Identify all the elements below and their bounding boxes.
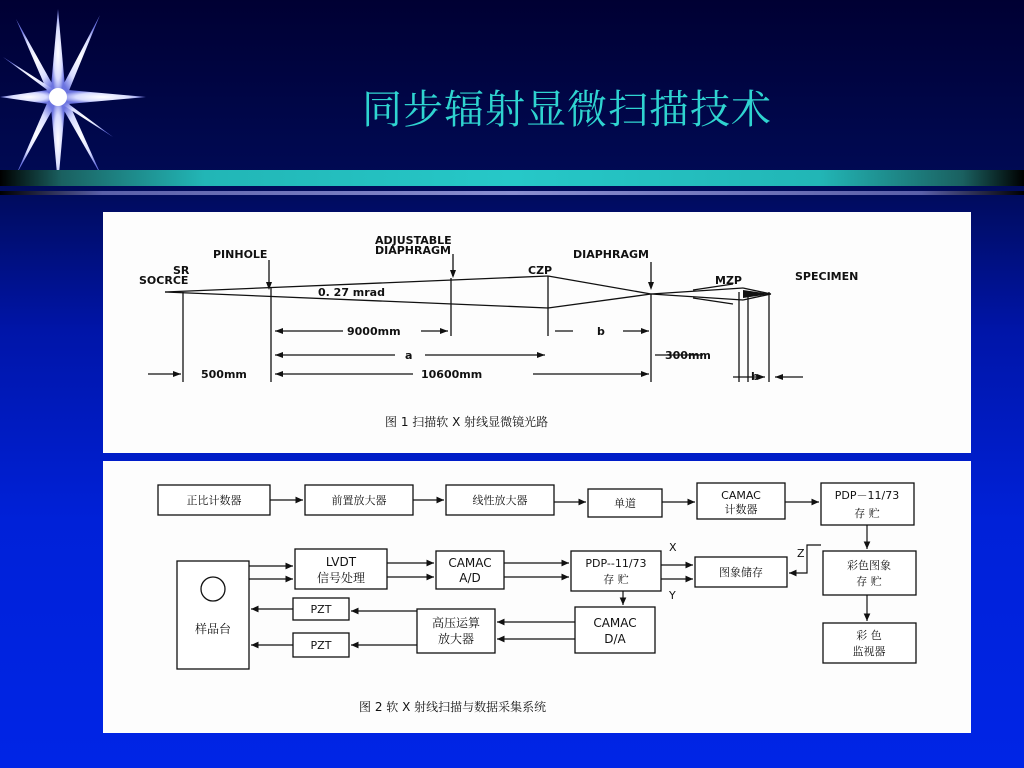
- label-monitor-1: 彩 色: [856, 629, 882, 642]
- label-adjustable: ADJUSTABLE: [375, 234, 452, 247]
- stage-sample-icon: [201, 577, 225, 601]
- dim-300mm: 300mm: [665, 349, 711, 362]
- box-color-store: [823, 551, 916, 595]
- label-pdp-top-1: PDP－11/73: [834, 489, 900, 502]
- dim-b-2: b: [751, 370, 759, 383]
- label-pinhole: PINHOLE: [213, 248, 268, 261]
- dim-10600mm: 10600mm: [421, 368, 483, 381]
- label-preamp: 前置放大器: [331, 494, 387, 507]
- figure-2-block-diagram: [103, 461, 971, 733]
- label-pzt-1: PZT: [310, 603, 332, 616]
- label-diaphragm: DIAPHRAGM: [573, 248, 649, 261]
- label-pdp-mid-2: 存 贮: [603, 573, 629, 586]
- signal-y-label: Y: [669, 589, 676, 602]
- label-sca: 单道: [614, 497, 636, 510]
- label-camac-da-2: D/A: [604, 632, 626, 646]
- label-specimen: SPECIMEN: [795, 270, 859, 283]
- label-adjustable-diaphragm: DIAPHRAGM: [375, 244, 451, 257]
- figure-1-svg: [103, 212, 971, 453]
- label-angle: 0. 27 mrad: [318, 286, 385, 299]
- figure-1-caption: 图 1 扫描软 X 射线显微镜光路: [385, 415, 549, 429]
- label-counter: 正比计数器: [186, 494, 242, 507]
- label-color-store-1: 彩色图象: [847, 559, 891, 572]
- figure-2-svg: [103, 461, 971, 733]
- figure-2-caption: 图 2 软 X 射线扫描与数据采集系统: [359, 700, 547, 714]
- label-linear-amp: 线性放大器: [472, 494, 528, 507]
- signal-x-label: X: [669, 541, 677, 554]
- label-sr: SR: [173, 264, 190, 277]
- label-lvdt-2: 信号处理: [316, 571, 366, 585]
- label-stage: 样品台: [194, 622, 232, 636]
- signal-z-label: Z: [797, 547, 805, 560]
- label-mzp: MZP: [715, 274, 742, 287]
- label-hv-amp-2: 放大器: [437, 632, 475, 646]
- slide-title: 同步辐射显微扫描技术: [362, 87, 772, 133]
- label-camac-ad-2: A/D: [459, 571, 481, 585]
- label-hv-amp-1: 高压运算: [431, 616, 481, 630]
- box-camac-da: [575, 607, 655, 653]
- label-pdp-top-2: 存 贮: [854, 507, 880, 520]
- label-czp: CZP: [528, 264, 553, 277]
- label-pzt-2: PZT: [310, 639, 332, 652]
- label-image-store: 图象储存: [719, 566, 763, 579]
- label-lvdt-1: LVDT: [325, 555, 357, 569]
- label-pdp-mid-1: PDP--11/73: [585, 557, 647, 570]
- dim-b-1: b: [597, 325, 605, 338]
- label-camac-counter-1: CAMAC: [721, 489, 761, 502]
- dim-a: a: [405, 349, 413, 362]
- figure-1-optical-path: [103, 212, 971, 453]
- label-camac-ad-1: CAMAC: [448, 556, 492, 570]
- label-sr-source: SOCRCE: [139, 274, 189, 287]
- label-monitor-2: 监视器: [852, 645, 886, 658]
- dim-9000mm: 9000mm: [347, 325, 401, 338]
- label-color-store-2: 存 贮: [856, 575, 882, 588]
- label-camac-counter-2: 计数器: [724, 503, 758, 516]
- title-divider-line: [0, 191, 1024, 195]
- dim-500mm: 500mm: [201, 368, 247, 381]
- label-camac-da-1: CAMAC: [593, 616, 637, 630]
- title-divider-bar: [0, 170, 1024, 186]
